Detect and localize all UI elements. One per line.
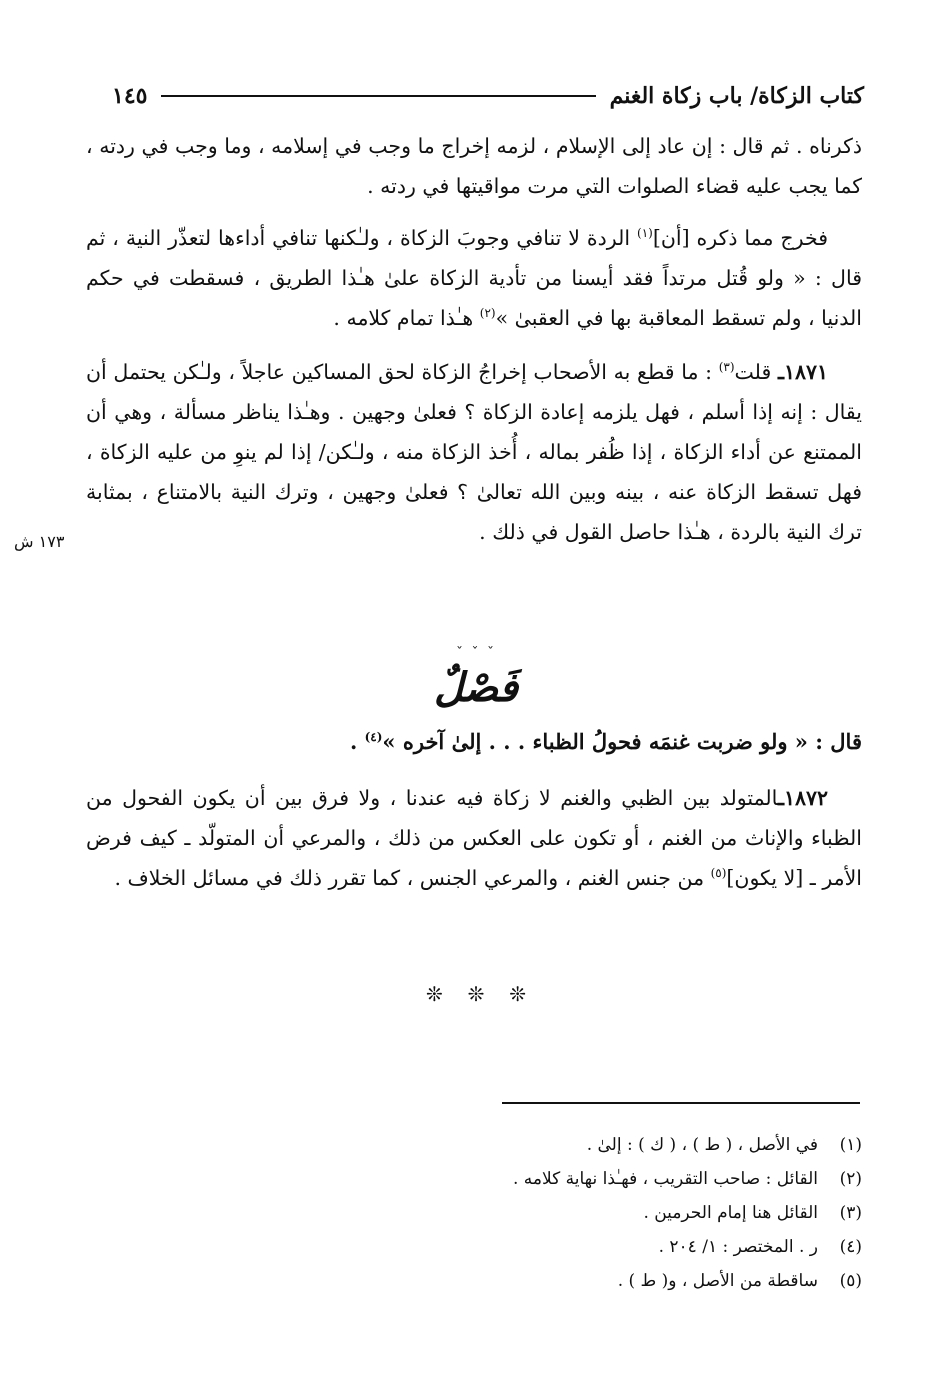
footnote-text: ر . المختصر : ١/ ٢٠٤ . [658, 1237, 818, 1257]
asterism-icon: ❊ [426, 982, 443, 1006]
paragraph-number: ١٨٧٢ـ [777, 786, 828, 810]
paragraph-text: ذكرناه . ثم قال : إن عاد إلى الإسلام ، لزمه إخراج ما وجب في إسلامه ، وما وجب في ردته ، كما يجب عليه قضاء الصلوات التي مرت مواقيتها في ردته . [86, 134, 862, 198]
footnote-ref[interactable]: (٢) [479, 306, 496, 321]
footnote-number: (٥) [839, 1271, 862, 1291]
section-heading-text: فَصْلٌ [433, 664, 519, 711]
paragraph-summary [86, 218, 862, 338]
paragraph-text: فخرج مما ذكره [أن] [652, 226, 828, 250]
asterism-icon: ❊ [467, 982, 485, 1006]
footnote [300, 1264, 862, 1298]
paragraph-text: هـٰذا تمام كلامه . [333, 306, 480, 330]
chapter-title: كتاب الزكاة/ باب زكاة الغنم [609, 83, 864, 109]
footnotes [300, 1128, 862, 1298]
footnote-text: القائل هنا إمام الحرمين . [643, 1203, 818, 1223]
footnote-ref[interactable]: (٣) [718, 360, 735, 375]
footnote-number: (١) [839, 1135, 862, 1155]
paragraph-text: : ما قطع به الأصحاب إخراجُ الزكاة لحق المساكين عاجلاً ، ولـٰكن يحتمل أن يقال : إنه إذا أسلم ، فهل يلزمه إعادة الزكاة ؟ فعلىٰ وجهين . وهـٰذا يناظر مسألة ، وهي أن الممتنع عن أداء الزكاة ، إذا ظُفر بماله ، أُخذ الزكاة منه ، ولـٰكن/ إذا لم ينوِ من عليه الزكاة ، فهل تسقط الزكاة عنه ، بينه وبين الله تعالىٰ ؟ فعلىٰ وجهين ، وترك النية بالامتناع ، بمثابة ترك النية بالردة ، هـٰذا حاصل القول في ذلك . [86, 360, 862, 544]
paragraph-text: قلت [734, 360, 778, 384]
section-separator [426, 982, 526, 1006]
footnote-rule [502, 1102, 860, 1104]
running-header [112, 76, 864, 116]
header-rule [161, 95, 595, 97]
footnote [300, 1128, 862, 1162]
section-heading [376, 645, 576, 718]
quoted-statement-text: قال : « ولو ضربت غنمَه فحولُ الظباء . . . إلىٰ آخره » [382, 729, 862, 754]
heading-ornament: ˇ ˇ ˇ [456, 645, 496, 661]
footnote [300, 1162, 862, 1196]
main-text-2 [86, 778, 862, 910]
footnote-number: (٤) [839, 1237, 862, 1257]
quoted-statement-end: . [349, 729, 365, 754]
paragraph-continuation [86, 126, 862, 206]
paragraph-text: المتولد بين الظبي والغنم لا زكاة فيه عندنا ، ولا فرق بين أن يكون الفحول من الظباء والإناث من الغنم ، أو تكون على العكس من ذلك ، والمرعي أن المتولّد ـ كيف فرض الأمر ـ [لا يكون] [86, 786, 862, 890]
footnote-text: القائل : صاحب التقريب ، فهـٰذا نهاية كلامه . [512, 1169, 818, 1189]
footnote [300, 1230, 862, 1264]
paragraph-number: ١٨٧١ـ [777, 360, 828, 384]
main-text [86, 126, 862, 564]
footnote-ref[interactable]: (١) [637, 226, 653, 241]
paragraph-1872 [86, 778, 862, 898]
footnote-number: (٢) [839, 1169, 862, 1189]
footnote-text: ساقطة من الأصل ، و( ط ) . [617, 1271, 818, 1291]
paragraph-text: من جنس الغنم ، والمرعي الجنس ، كما تقرر ذلك في مسائل الخلاف . [114, 866, 711, 890]
footnote [300, 1196, 862, 1230]
footnote-number: (٣) [839, 1203, 862, 1223]
footnote-ref[interactable]: (٥) [710, 866, 727, 881]
paragraph-1871 [86, 352, 862, 552]
asterism-icon: ❊ [509, 982, 526, 1006]
quoted-statement [86, 722, 862, 762]
footnote-text: في الأصل ، ( ط ) ، ( ك ) : إلىٰ . [586, 1135, 818, 1155]
footnote-ref[interactable]: (٤) [364, 730, 383, 744]
paragraph-text: الردة لا تنافي وجوبَ الزكاة ، ولـٰكنها تنافي أداءها لتعذّر النية ، ثم قال : « ولو قُتل مرتداً فقد أيسنا من تأدية الزكاة علىٰ هـٰذا الطريق ، فسقطت في حكم الدنيا ، ولم تسقط المعاقبة بها في العقبىٰ » [86, 226, 862, 330]
margin-manuscript-note: ١٧٣ ش [14, 532, 65, 551]
page-number: ١٤٥ [112, 83, 148, 109]
